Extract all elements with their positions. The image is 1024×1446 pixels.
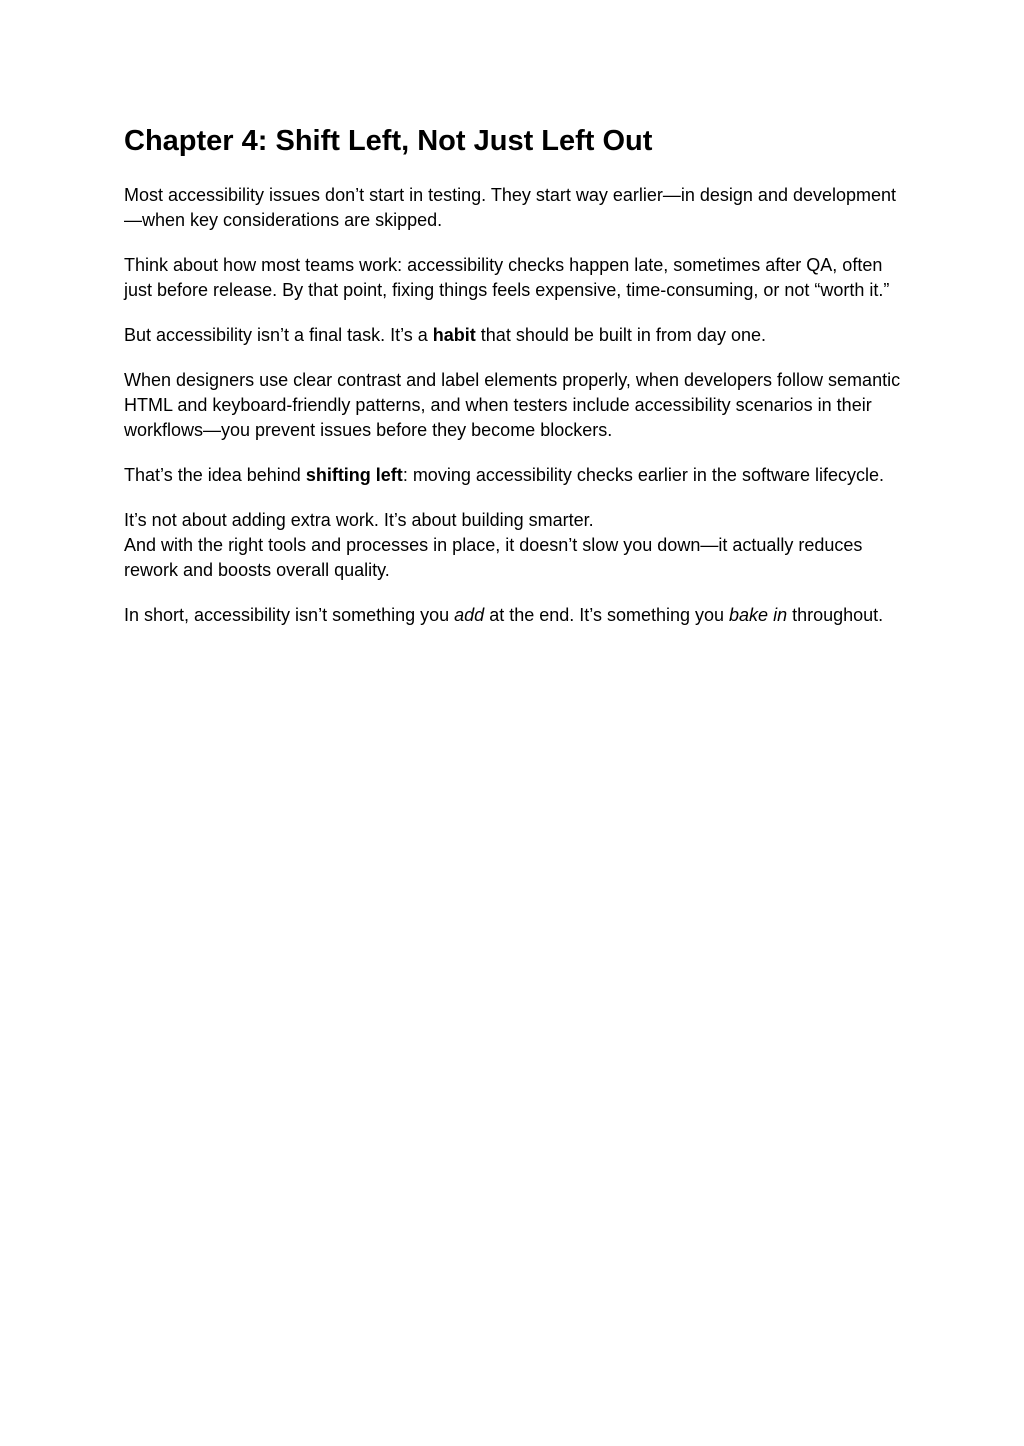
document-body <box>124 122 904 648</box>
paragraph-1: Most accessibility issues don’t start in testing. They start way earlier—in design and development—when key considerations are skipped. <box>124 185 897 230</box>
paragraph-5-bold-shifting-left: shifting left <box>305 465 403 485</box>
paragraph-2: Think about how most teams work: accessibility checks happen late, sometimes after QA, often just before release. By that point, fixing things feels expensive, time-consuming, or not “worth it.” <box>124 255 890 300</box>
paragraph-3 <box>124 323 904 348</box>
paragraph-7 <box>124 603 904 628</box>
paragraph-7-text-after: throughout. <box>787 605 884 625</box>
paragraph-4: When designers use clear contrast and label elements properly, when developers follow semantic HTML and keyboard-friendly patterns, and when testers include accessibility scenarios in their workflows—you prevent issues before they become blockers. <box>124 370 901 440</box>
paragraph-5-text-before: That’s the idea behind <box>124 465 306 485</box>
paragraph-3-text-before: But accessibility isn’t a final task. It’s a <box>124 325 433 345</box>
paragraph-6-line-2: And with the right tools and processes in place, it doesn’t slow you down—it actually reduces rework and boosts overall quality. <box>124 535 863 580</box>
paragraph-6-line-1: It’s not about adding extra work. It’s about building smarter. <box>124 510 594 530</box>
paragraph-3-text-after: that should be built in from day one. <box>475 325 766 345</box>
chapter-title: Chapter 4: Shift Left, Not Just Left Out <box>124 125 653 157</box>
paragraph-5-text-after: : moving accessibility checks earlier in the software lifecycle. <box>402 465 884 485</box>
paragraph-7-italic-add: add <box>454 605 485 625</box>
paragraph-7-italic-bake-in: bake in <box>729 605 788 625</box>
paragraph-3-bold-habit: habit <box>432 325 476 345</box>
paragraph-7-text-before: In short, accessibility isn’t something you <box>124 605 455 625</box>
paragraph-7-text-middle: at the end. It’s something you <box>484 605 730 625</box>
paragraph-6 <box>124 508 904 583</box>
paragraph-5 <box>124 463 904 488</box>
